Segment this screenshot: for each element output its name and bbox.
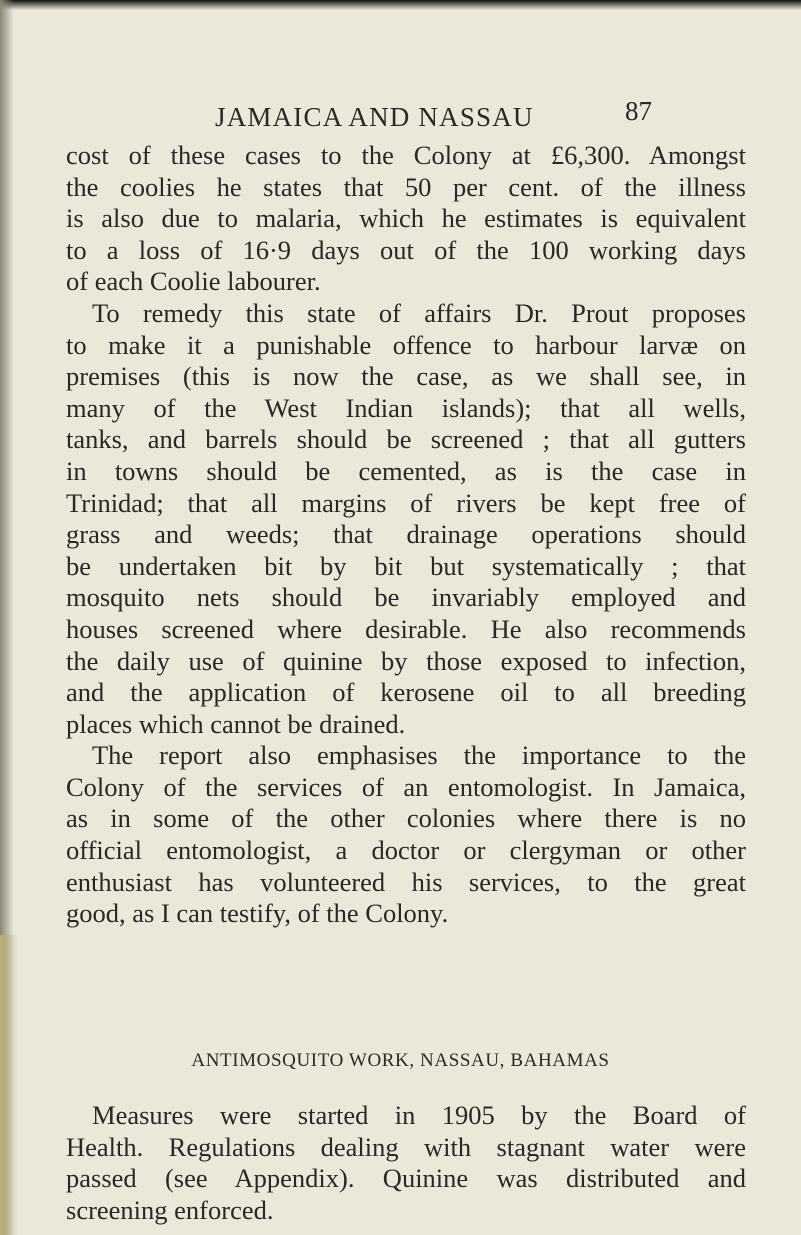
text-line: good, as I can testify, of the Colony.: [66, 898, 449, 929]
text-line: premises (this is now the case, as we shall see, in: [66, 361, 746, 392]
text-line: Health. Regulations dealing with stagnant water were: [66, 1131, 746, 1162]
text-line: screening enforced.: [66, 1194, 274, 1225]
text-line: places which cannot be drained.: [66, 708, 406, 739]
text-line: the coolies he states that 50 per cent. of the illness: [66, 171, 746, 202]
text-line: mosquito nets should be invariably employed and: [66, 582, 746, 613]
text-line: in towns should be cemented, as is the case in: [66, 455, 746, 486]
section-heading: [0, 1050, 801, 1072]
text-line: To remedy this state of affairs Dr. Prout proposes: [92, 297, 746, 328]
body-text-block-2: [66, 1100, 746, 1226]
text-line: many of the West Indian islands); that all wells,: [66, 392, 746, 423]
text-line: houses screened where desirable. He also recommends: [66, 613, 746, 644]
text-line: grass and weeds; that drainage operations should: [66, 519, 746, 550]
running-head: [0, 96, 801, 142]
running-title: JAMAICA AND NASSAU: [215, 102, 534, 132]
section-heading-text: ANTIMOSQUITO WORK, NASSAU, BAHAMAS: [191, 1050, 610, 1071]
text-line: as in some of the other colonies where there is no: [66, 803, 746, 834]
page-edge-top: [0, 0, 801, 10]
text-line: The report also emphasises the importance to the: [92, 740, 746, 771]
text-line: tanks, and barrels should be screened ; that all gutters: [66, 424, 746, 455]
text-line: passed (see Appendix). Quinine was distributed and: [66, 1163, 746, 1194]
text-line: Trinidad; that all margins of rivers be kept free of: [66, 487, 746, 518]
text-line: to make it a punishable offence to harbour larvæ on: [66, 329, 746, 360]
text-line: enthusiast has volunteered his services, to the great: [66, 866, 746, 897]
text-line: Colony of the services of an entomologist. In Jamaica,: [66, 771, 746, 802]
text-line: cost of these cases to the Colony at £6,300. Amongst: [66, 140, 746, 170]
body-text-block-1: [66, 140, 746, 930]
text-line: be undertaken bit by bit but systematically ; that: [66, 550, 746, 581]
page-number: 87: [625, 96, 652, 126]
text-line: official entomologist, a doctor or clergyman or other: [66, 835, 746, 866]
text-line: and the application of kerosene oil to all breeding: [66, 677, 746, 708]
text-line: is also due to malaria, which he estimates is equivalent: [66, 203, 746, 234]
text-line: to a loss of 16·9 days out of the 100 working days: [66, 234, 746, 265]
page-edge-bottom-left: [0, 935, 18, 1235]
text-line: the daily use of quinine by those exposed to infection,: [66, 645, 746, 676]
text-line: of each Coolie labourer.: [66, 266, 321, 297]
text-line: Measures were started in 1905 by the Board of: [92, 1100, 746, 1130]
